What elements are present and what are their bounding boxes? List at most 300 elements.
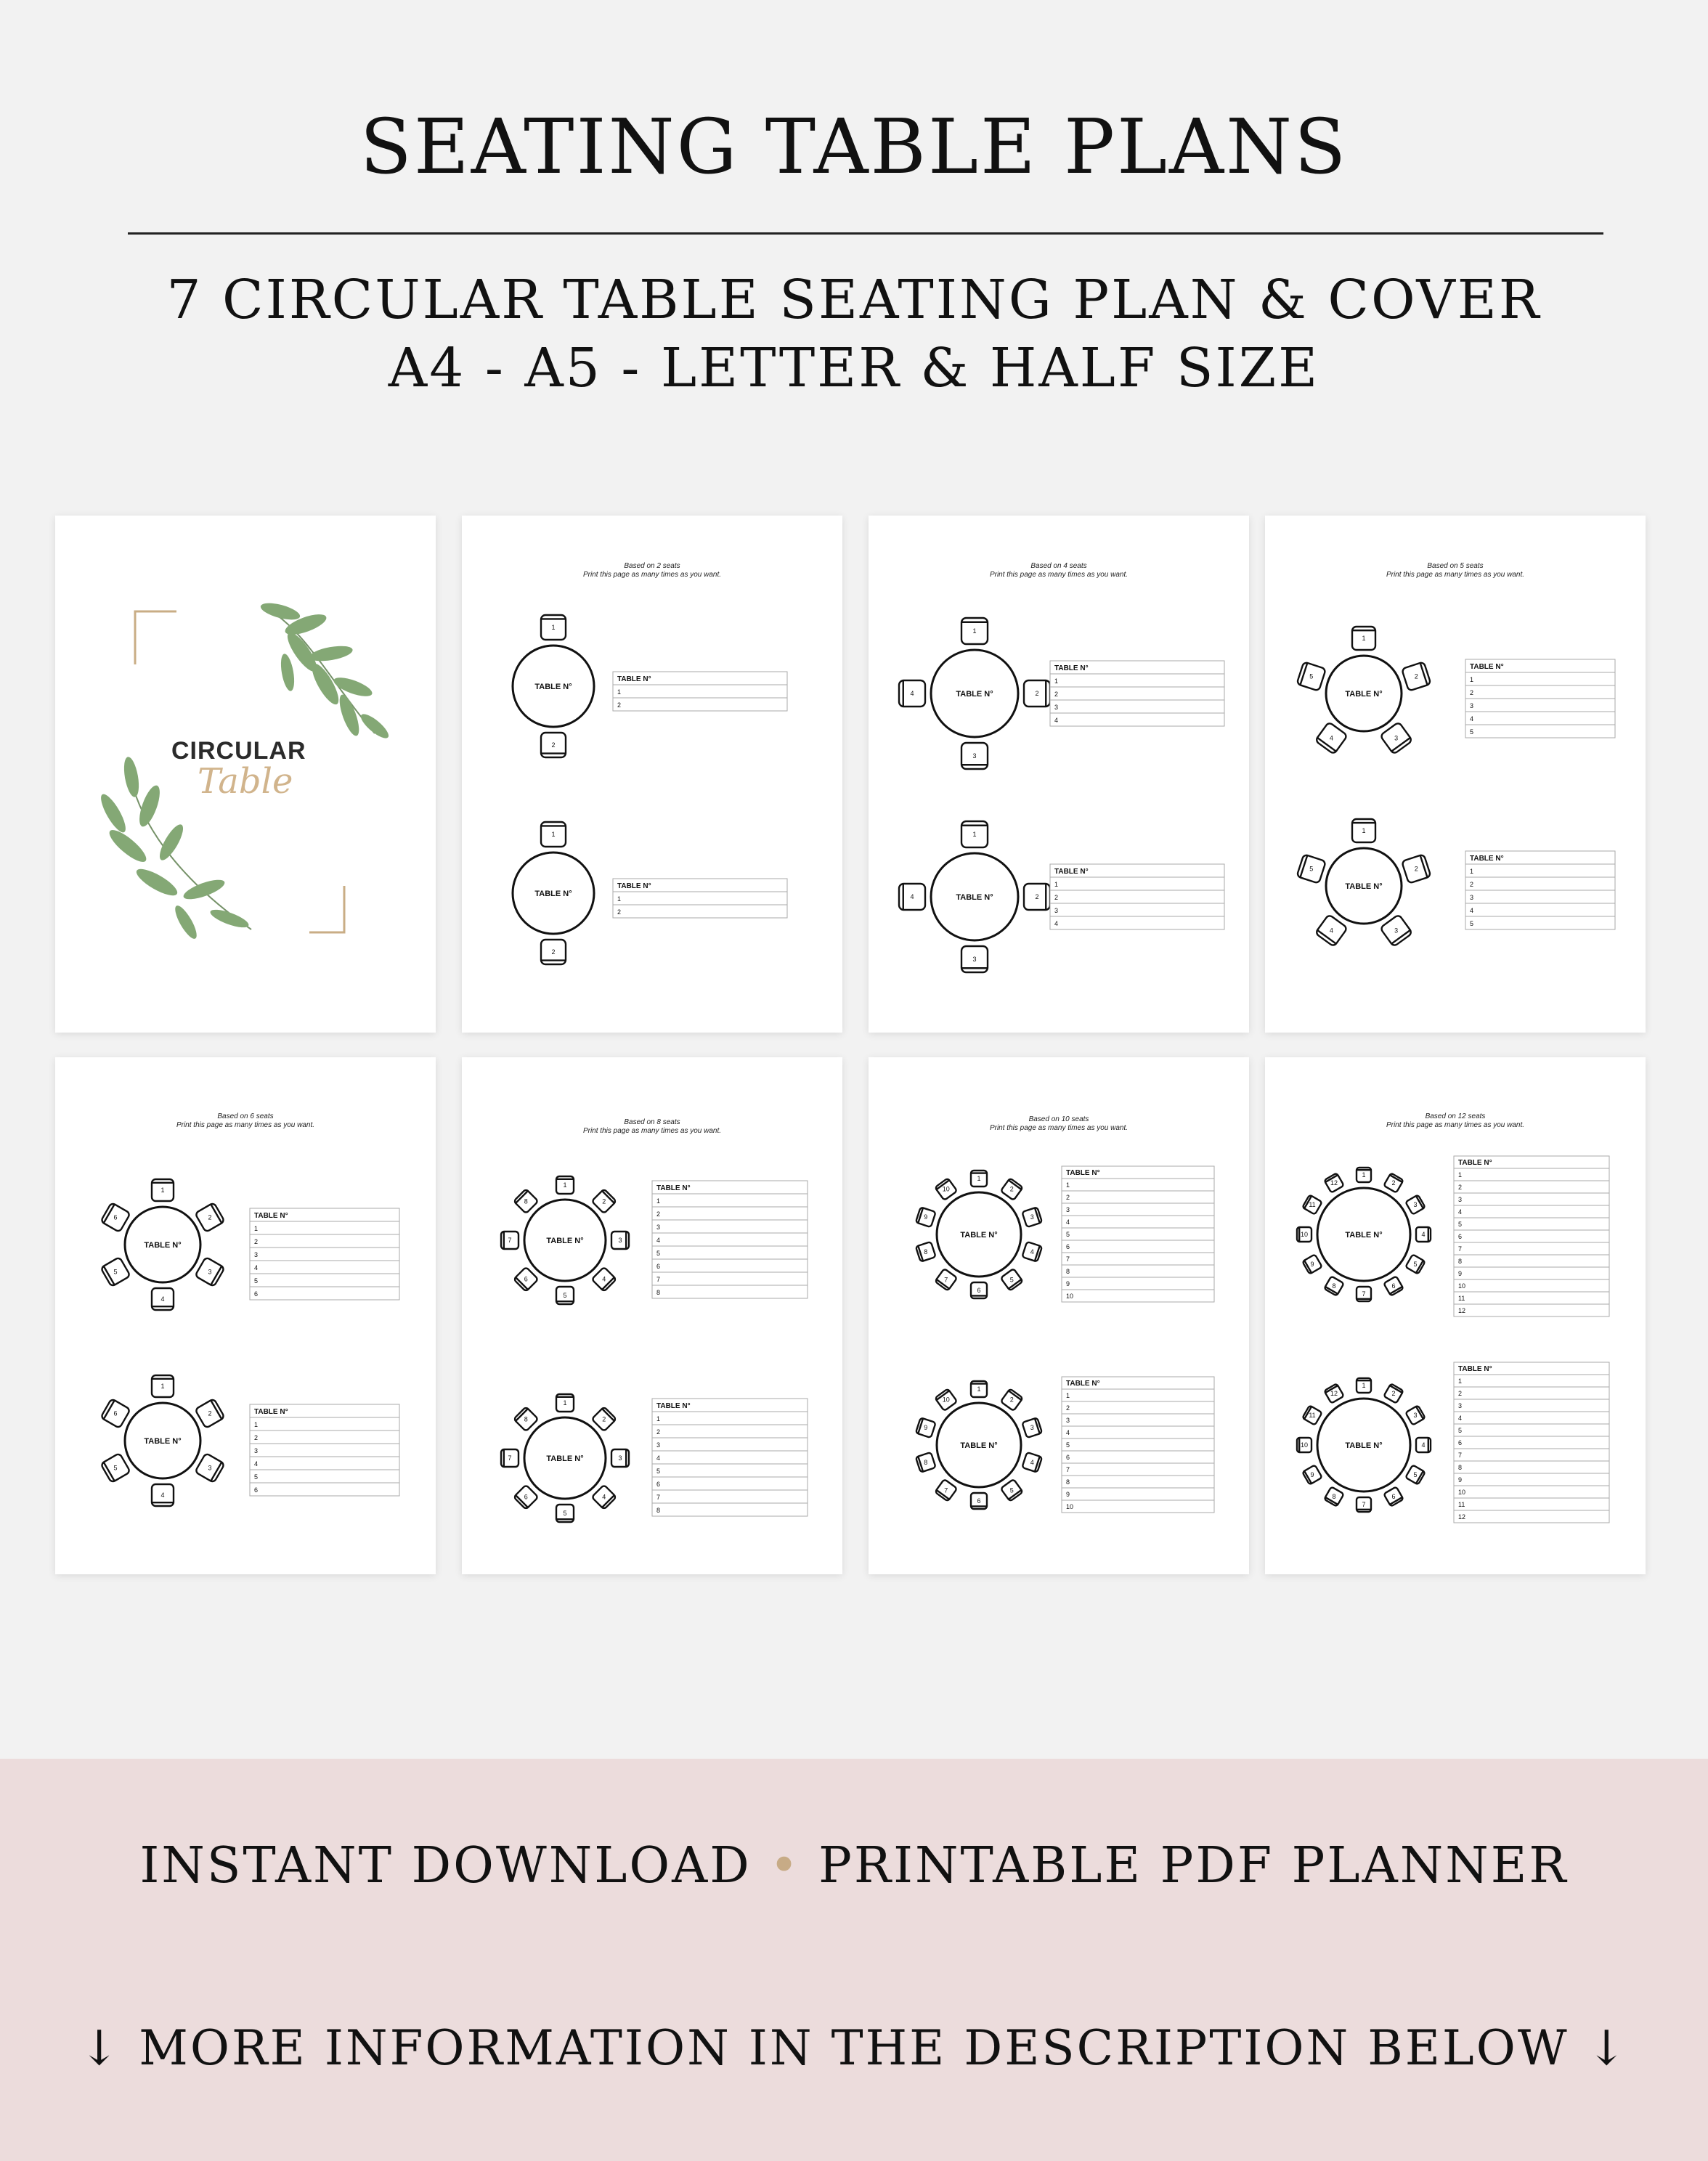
- table-label: TABLE N°: [960, 1441, 998, 1450]
- page-caption-seats: Based on 8 seats: [624, 1118, 680, 1126]
- seat: [1024, 680, 1050, 707]
- seat: [1001, 1388, 1023, 1411]
- seat: [1380, 722, 1412, 754]
- guest-row-number: 2: [1054, 894, 1059, 901]
- seat: [1297, 662, 1326, 691]
- guest-row-number: 9: [1066, 1280, 1070, 1287]
- seat: [541, 822, 566, 847]
- seat: [501, 1232, 518, 1249]
- seating-plan-12-seats: [1265, 1057, 1646, 1574]
- seat: [961, 743, 988, 769]
- seat-number: 6: [113, 1409, 118, 1417]
- guest-list-header: TABLE N°: [1458, 1365, 1492, 1373]
- guest-list-table: [1465, 851, 1615, 929]
- guest-row-number: 4: [1458, 1415, 1463, 1422]
- table-label: TABLE N°: [956, 690, 993, 699]
- seat-number: 4: [1329, 927, 1333, 935]
- page-caption-seats: Based on 10 seats: [1028, 1115, 1089, 1123]
- round-table-diagram: [899, 618, 1050, 769]
- guest-row-number: 7: [1066, 1466, 1070, 1473]
- guest-row-number: 4: [1066, 1429, 1070, 1436]
- seat-number: 1: [563, 1399, 567, 1407]
- guest-list-table: [1465, 659, 1615, 738]
- seat: [971, 1171, 987, 1187]
- guest-row-number: 4: [656, 1454, 661, 1462]
- guest-row-number: 10: [1458, 1282, 1466, 1290]
- seat-number: 2: [1035, 690, 1039, 697]
- guest-row-number: 5: [1458, 1221, 1463, 1228]
- seat: [556, 1287, 574, 1304]
- guest-row-number: 1: [1054, 881, 1059, 888]
- guest-row-number: 1: [656, 1415, 661, 1423]
- guest-row-number: 5: [254, 1473, 259, 1481]
- seat: [916, 1417, 936, 1438]
- seat: [1380, 914, 1412, 947]
- guest-list-table: [1454, 1362, 1609, 1523]
- seat-number: 5: [1009, 1486, 1014, 1494]
- seat-number: 5: [1413, 1261, 1418, 1268]
- guest-row-number: 1: [656, 1197, 661, 1205]
- seat: [1352, 627, 1375, 650]
- guest-row-number: 5: [1066, 1441, 1070, 1449]
- guest-list-table: [1062, 1166, 1214, 1302]
- table-label: TABLE N°: [1345, 690, 1383, 699]
- guest-list-table: [613, 879, 787, 918]
- seat-number: 10: [1300, 1231, 1309, 1238]
- seat-number: 5: [1009, 1276, 1014, 1284]
- seat-number: 3: [972, 752, 977, 760]
- seat-number: 2: [551, 948, 556, 956]
- guest-row-number: 8: [1066, 1268, 1070, 1275]
- seat: [899, 884, 925, 910]
- seat-number: 12: [1330, 1179, 1338, 1187]
- seat: [1324, 1173, 1343, 1192]
- seat-number: 6: [1391, 1282, 1396, 1290]
- seat-number: 7: [944, 1276, 948, 1284]
- guest-row-number: 5: [656, 1468, 661, 1475]
- seat-number: 4: [910, 893, 914, 900]
- seat-number: 9: [924, 1424, 928, 1432]
- table-label: TABLE N°: [144, 1241, 182, 1250]
- seat-number: 7: [508, 1237, 512, 1244]
- round-table-diagram: [1297, 819, 1431, 947]
- seat-number: 5: [1413, 1471, 1418, 1478]
- seat: [1297, 1227, 1312, 1242]
- table-label: TABLE N°: [546, 1237, 584, 1245]
- guest-list-header: TABLE N°: [1054, 664, 1089, 672]
- guest-row-number: 3: [254, 1447, 259, 1454]
- guest-row-number: 6: [1458, 1233, 1463, 1240]
- seat-number: 7: [944, 1486, 948, 1494]
- guest-row-number: 5: [254, 1277, 259, 1285]
- round-table-diagram: [501, 1394, 629, 1522]
- guest-list-table: [652, 1181, 808, 1298]
- seat: [1001, 1479, 1023, 1502]
- guest-row-number: 6: [1458, 1439, 1463, 1446]
- seat-number: 1: [160, 1383, 165, 1390]
- guest-row-number: 6: [656, 1263, 661, 1270]
- page-caption-print: Print this page as many times as you want.: [989, 571, 1128, 579]
- seat: [961, 821, 988, 847]
- seating-plan-6-seats: [55, 1057, 436, 1574]
- seating-plan-2-seats: [462, 516, 842, 1033]
- guest-row-number: 2: [1470, 689, 1474, 696]
- seat-number: 6: [1391, 1493, 1396, 1501]
- seat-number: 7: [1362, 1290, 1366, 1298]
- seating-plan-8-seats: [462, 1057, 842, 1574]
- round-table-diagram: [513, 822, 594, 964]
- guest-row-number: 4: [656, 1237, 661, 1244]
- seat-number: 4: [1030, 1248, 1034, 1256]
- page-caption-seats: Based on 5 seats: [1427, 562, 1484, 570]
- seat-number: 2: [1035, 893, 1039, 900]
- guest-list-header: TABLE N°: [656, 1402, 691, 1410]
- guest-row-number: 1: [1066, 1392, 1070, 1399]
- seat: [935, 1269, 957, 1291]
- guest-row-number: 1: [254, 1225, 259, 1232]
- table-label: TABLE N°: [144, 1437, 182, 1446]
- round-table-diagram: [1297, 1168, 1431, 1301]
- guest-row-number: 9: [1458, 1270, 1463, 1277]
- guest-row-number: 5: [1458, 1427, 1463, 1434]
- seat-number: 2: [1391, 1179, 1396, 1187]
- guest-row-number: 3: [656, 1224, 661, 1231]
- seat: [101, 1202, 131, 1232]
- page-title: SEATING TABLE PLANS: [359, 102, 1349, 191]
- guest-row-number: 10: [1458, 1489, 1466, 1496]
- guest-row-number: 4: [1054, 717, 1059, 724]
- seat: [1302, 1195, 1322, 1214]
- guest-row-number: 1: [617, 895, 622, 903]
- seat: [501, 1449, 518, 1467]
- seat: [1405, 1195, 1425, 1214]
- footer-headline: [0, 1837, 1708, 1895]
- seat: [1416, 1438, 1431, 1452]
- guest-row-number: 5: [1066, 1231, 1070, 1238]
- seat-number: 4: [910, 690, 914, 697]
- page-caption-seats: Based on 12 seats: [1425, 1112, 1486, 1120]
- guest-row-number: 6: [656, 1481, 661, 1488]
- seat: [1315, 722, 1348, 754]
- seat: [1297, 1438, 1312, 1452]
- subtitle-sizes: A4 - A5 - LETTER & HALF SIZE: [388, 337, 1320, 399]
- guest-list-header: TABLE N°: [1054, 868, 1089, 876]
- guest-row-number: 8: [1458, 1258, 1463, 1265]
- guest-row-number: 3: [1458, 1196, 1463, 1203]
- seat: [1383, 1173, 1403, 1192]
- guest-row-number: 12: [1458, 1307, 1466, 1314]
- seat-number: 2: [1009, 1185, 1014, 1193]
- seat: [611, 1449, 629, 1467]
- guest-row-number: 1: [1470, 676, 1474, 683]
- seat: [916, 1207, 936, 1227]
- seat: [541, 940, 566, 964]
- seating-diagram: [462, 516, 842, 1033]
- guest-row-number: 2: [656, 1428, 661, 1436]
- page-caption-seats: Based on 2 seats: [624, 562, 680, 570]
- seat-number: 3: [1394, 927, 1399, 935]
- seat: [1357, 1287, 1371, 1301]
- seat: [961, 946, 988, 972]
- round-table-diagram: [1297, 1378, 1431, 1512]
- seat-number: 6: [113, 1213, 118, 1221]
- seat-number: 3: [618, 1237, 622, 1244]
- page-caption-print: Print this page as many times as you want.: [1386, 1121, 1525, 1129]
- seat: [1302, 1465, 1322, 1484]
- title-divider: [128, 232, 1603, 235]
- seat-number: 4: [602, 1275, 606, 1283]
- seat: [1357, 1168, 1371, 1182]
- seat-number: 7: [1362, 1501, 1366, 1508]
- guest-row-number: 5: [1470, 728, 1474, 736]
- seat-number: 3: [1413, 1201, 1418, 1208]
- guest-list-header: TABLE N°: [656, 1184, 691, 1192]
- seat: [971, 1282, 987, 1298]
- seat: [971, 1381, 987, 1397]
- seat-number: 3: [1394, 734, 1399, 742]
- guest-row-number: 2: [254, 1238, 259, 1245]
- seat-number: 1: [1362, 635, 1366, 642]
- guest-row-number: 1: [254, 1421, 259, 1428]
- table-label: TABLE N°: [1345, 1441, 1383, 1450]
- round-table-diagram: [513, 615, 594, 757]
- guest-row-number: 7: [1458, 1245, 1463, 1253]
- seat-number: 6: [524, 1493, 528, 1501]
- seat-number: 3: [1413, 1412, 1418, 1419]
- seat: [556, 1394, 574, 1412]
- seat-number: 1: [977, 1385, 981, 1393]
- seat: [916, 1242, 936, 1262]
- seating-diagram: [55, 1057, 436, 1574]
- guest-row-number: 8: [1066, 1478, 1070, 1486]
- seat: [1302, 1254, 1322, 1274]
- guest-row-number: 9: [1458, 1476, 1463, 1484]
- seat-number: 4: [1030, 1458, 1034, 1466]
- seat: [592, 1485, 617, 1510]
- subtitle-plan-count: 7 CIRCULAR TABLE SEATING PLAN & COVER: [166, 269, 1542, 331]
- guest-list-header: TABLE N°: [254, 1408, 288, 1416]
- page-caption-print: Print this page as many times as you want.: [176, 1121, 315, 1129]
- seat: [935, 1178, 957, 1200]
- seating-diagram: [1265, 516, 1646, 1033]
- guest-list-header: TABLE N°: [1066, 1380, 1100, 1388]
- seat-number: 10: [942, 1396, 950, 1404]
- seat-number: 1: [972, 627, 977, 635]
- footer-printable-planner: PRINTABLE PDF PLANNER: [818, 1837, 1569, 1895]
- seat-number: 1: [1362, 1382, 1366, 1389]
- guest-row-number: 5: [656, 1250, 661, 1257]
- guest-row-number: 11: [1458, 1501, 1465, 1508]
- table-label: TABLE N°: [534, 890, 572, 898]
- seat-number: 8: [524, 1197, 528, 1205]
- seat: [1022, 1207, 1042, 1227]
- footer-more-info: ↓ MORE INFORMATION IN THE DESCRIPTION BELOW ↓: [79, 2020, 1629, 2076]
- seat-number: 1: [563, 1181, 567, 1189]
- seat: [556, 1505, 574, 1522]
- guest-row-number: 7: [656, 1494, 661, 1501]
- seat-number: 1: [1362, 827, 1366, 834]
- guest-row-number: 2: [656, 1210, 661, 1218]
- guest-row-number: 1: [1054, 677, 1059, 685]
- seat-number: 6: [524, 1275, 528, 1283]
- cover-page-preview: [55, 516, 436, 1033]
- seat-number: 11: [1309, 1412, 1316, 1419]
- guest-row-number: 6: [1066, 1454, 1070, 1461]
- seat: [1405, 1465, 1425, 1484]
- guest-row-number: 10: [1066, 1293, 1074, 1300]
- guest-row-number: 9: [1066, 1491, 1070, 1498]
- guest-row-number: 4: [1054, 920, 1059, 927]
- seat: [1405, 1254, 1425, 1274]
- seat-number: 4: [1329, 734, 1333, 742]
- seat: [592, 1189, 617, 1213]
- seat: [101, 1399, 131, 1428]
- guest-row-number: 6: [1066, 1243, 1070, 1250]
- guest-list-table: [1062, 1377, 1214, 1513]
- seat: [592, 1407, 617, 1431]
- guest-row-number: 1: [1458, 1377, 1463, 1385]
- seat: [1022, 1242, 1042, 1262]
- seat: [1383, 1486, 1403, 1506]
- seat-number: 1: [1362, 1171, 1366, 1179]
- seat-number: 9: [1310, 1471, 1314, 1478]
- seat: [899, 680, 925, 707]
- seat: [556, 1176, 574, 1194]
- guest-row-number: 3: [1066, 1206, 1070, 1213]
- guest-row-number: 7: [656, 1276, 661, 1283]
- seat-number: 8: [524, 1415, 528, 1423]
- seat: [1022, 1417, 1042, 1438]
- seat-number: 11: [1309, 1201, 1316, 1208]
- guest-row-number: 3: [1054, 704, 1059, 711]
- seat-number: 1: [160, 1187, 165, 1194]
- guest-row-number: 1: [1066, 1181, 1070, 1189]
- seat-number: 7: [508, 1454, 512, 1462]
- guest-row-number: 7: [1458, 1452, 1463, 1459]
- cover-title-table: Table: [198, 761, 293, 802]
- guest-row-number: 4: [1458, 1208, 1463, 1216]
- seat: [935, 1479, 957, 1502]
- table-label: TABLE N°: [960, 1231, 998, 1240]
- seat-number: 12: [1330, 1389, 1338, 1397]
- seat: [916, 1452, 936, 1473]
- footer-instant-download: INSTANT DOWNLOAD: [139, 1837, 752, 1895]
- seat: [1315, 914, 1348, 947]
- seat-number: 5: [563, 1510, 567, 1517]
- seat: [1024, 884, 1050, 910]
- seat: [195, 1202, 224, 1232]
- guest-list-header: TABLE N°: [1458, 1159, 1492, 1167]
- seat-number: 8: [1332, 1493, 1336, 1501]
- seat: [1402, 854, 1431, 883]
- seat-number: 1: [551, 624, 556, 631]
- table-label: TABLE N°: [956, 893, 993, 902]
- seat: [1357, 1497, 1371, 1512]
- seat-number: 2: [208, 1213, 212, 1221]
- seat-number: 8: [924, 1248, 928, 1256]
- seat-number: 4: [160, 1295, 165, 1303]
- seat-number: 3: [208, 1268, 212, 1276]
- seat: [152, 1484, 174, 1506]
- seat: [1416, 1227, 1431, 1242]
- guest-row-number: 2: [1054, 691, 1059, 698]
- seat: [195, 1399, 224, 1428]
- seating-diagram: [1265, 1057, 1646, 1574]
- seat: [1324, 1276, 1343, 1295]
- guest-row-number: 4: [1470, 715, 1474, 723]
- guest-list-header: TABLE N°: [254, 1212, 288, 1220]
- guest-row-number: 4: [1470, 907, 1474, 914]
- guest-row-number: 3: [1470, 894, 1474, 901]
- guest-row-number: 2: [254, 1434, 259, 1441]
- seat: [1302, 1405, 1322, 1425]
- seat: [935, 1388, 957, 1411]
- seat-number: 5: [113, 1464, 118, 1472]
- page-caption-print: Print this page as many times as you want.: [1386, 571, 1525, 579]
- seat-number: 10: [1300, 1441, 1309, 1449]
- page-caption-print: Print this page as many times as you want.: [582, 571, 722, 579]
- round-table-diagram: [916, 1381, 1042, 1509]
- seat-number: 5: [563, 1292, 567, 1299]
- seat: [1324, 1383, 1343, 1403]
- guest-row-number: 1: [1458, 1171, 1463, 1179]
- page-caption-seats: Based on 6 seats: [217, 1112, 274, 1120]
- round-table-diagram: [899, 821, 1050, 972]
- seat-number: 5: [113, 1268, 118, 1276]
- seat-number: 3: [208, 1464, 212, 1472]
- seat: [1383, 1276, 1403, 1295]
- seat-number: 4: [602, 1493, 606, 1501]
- seat-number: 3: [618, 1454, 622, 1462]
- seat: [152, 1375, 174, 1397]
- seat: [1405, 1405, 1425, 1425]
- guest-row-number: 3: [254, 1251, 259, 1258]
- seat: [971, 1493, 987, 1509]
- guest-row-number: 7: [1066, 1256, 1070, 1263]
- seat-number: 6: [977, 1497, 981, 1505]
- seat-number: 4: [1421, 1441, 1426, 1449]
- seat-number: 2: [551, 741, 556, 749]
- seat: [152, 1179, 174, 1201]
- round-table-diagram: [501, 1176, 629, 1304]
- guest-row-number: 2: [1066, 1194, 1070, 1201]
- seat-number: 2: [602, 1415, 606, 1423]
- table-label: TABLE N°: [1345, 1231, 1383, 1240]
- guest-row-number: 1: [1470, 868, 1474, 875]
- guest-row-number: 2: [1458, 1390, 1463, 1397]
- seat-number: 1: [972, 831, 977, 838]
- footer-band: [0, 1759, 1708, 2161]
- guest-list-table: [1050, 864, 1224, 929]
- seat-number: 2: [1414, 672, 1418, 680]
- guest-row-number: 11: [1458, 1295, 1465, 1302]
- guest-row-number: 6: [254, 1486, 259, 1494]
- seat: [1352, 819, 1375, 842]
- seat-number: 1: [977, 1175, 981, 1182]
- page-caption-print: Print this page as many times as you want.: [582, 1127, 722, 1135]
- seat: [101, 1257, 131, 1287]
- seat-number: 10: [942, 1185, 950, 1193]
- seat-number: 2: [602, 1197, 606, 1205]
- page-caption-seats: Based on 4 seats: [1030, 562, 1087, 570]
- guest-row-number: 1: [617, 688, 622, 696]
- seating-diagram: [869, 1057, 1249, 1574]
- seat-number: 9: [1310, 1261, 1314, 1268]
- guest-row-number: 12: [1458, 1513, 1466, 1521]
- seat: [1001, 1178, 1023, 1200]
- guest-row-number: 10: [1066, 1503, 1074, 1510]
- round-table-diagram: [101, 1179, 225, 1310]
